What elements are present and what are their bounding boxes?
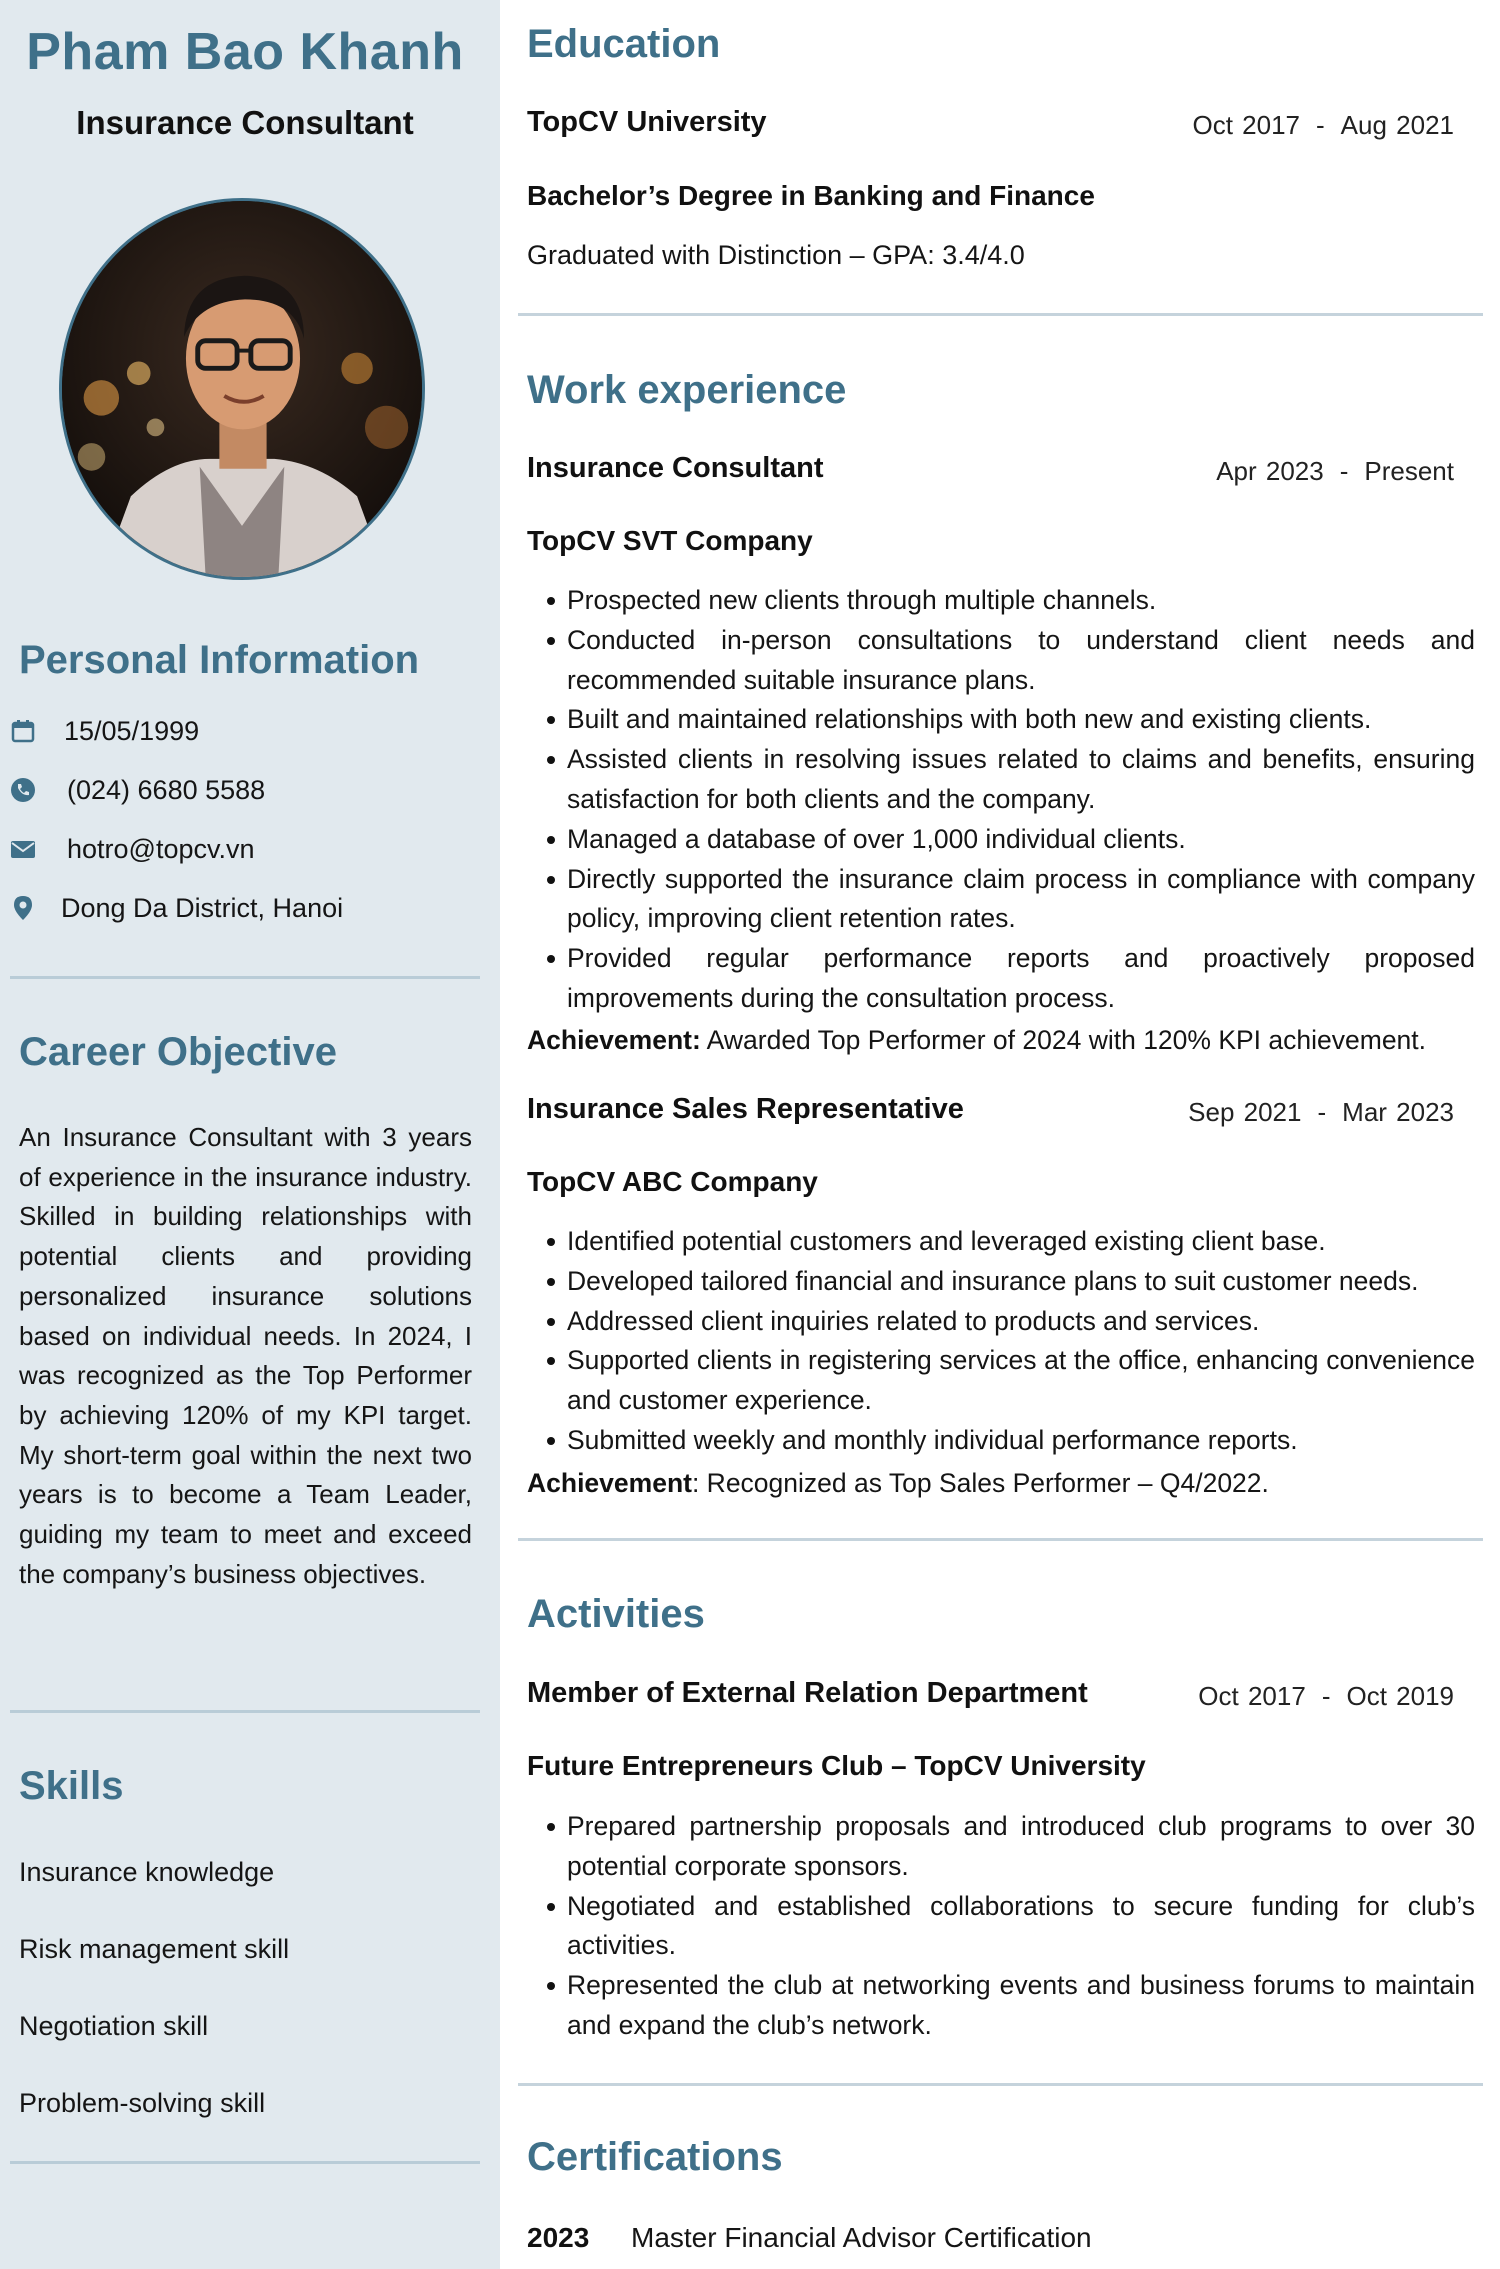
list-item: Represented the club at networking events and business forums to maintain and expand the club’s network. [527, 1966, 1475, 2046]
skill-item: Problem-solving skill [19, 2088, 266, 2118]
divider [10, 976, 480, 979]
job-role: Insurance Consultant [527, 452, 824, 484]
list-item: Supported clients in registering services at the office, enhancing convenience and customer experience. [527, 1341, 1475, 1421]
end-date: Oct 2019 [1346, 1681, 1454, 1711]
list-item: Submitted weekly and monthly individual performance reports. [527, 1421, 1475, 1461]
profile-photo [62, 201, 422, 577]
divider [10, 1710, 480, 1713]
info-email [10, 830, 480, 870]
list-item: Directly supported the insurance claim process in compliance with company policy, improving client retention rates. [527, 860, 1475, 940]
end-date: Present [1364, 456, 1454, 486]
list-item: Addressed client inquiries related to products and services. [527, 1302, 1475, 1342]
calendar-icon [10, 718, 36, 744]
activity-role: Member of External Relation Department [527, 1677, 1088, 1709]
list-item: Identified potential customers and leveraged existing client base. [527, 1222, 1475, 1262]
career-objective-heading: Career Objective [19, 1030, 337, 1074]
cert-name: Master Financial Advisor Certification [631, 2222, 1092, 2253]
list-item: Assisted clients in resolving issues related to claims and benefits, ensuring satisfaction for both clients and the company. [527, 740, 1475, 820]
info-phone [10, 771, 480, 811]
job-achievement [527, 1025, 1426, 1056]
skill-item: Negotiation skill [19, 2011, 209, 2041]
activity-dates: Oct 2017 - Oct 2019 [1198, 1681, 1454, 1711]
skill-item: Insurance knowledge [19, 1857, 275, 1887]
divider [518, 2083, 1483, 2086]
list-item: Prepared partnership proposals and introduced club programs to over 30 potential corporate sponsors. [527, 1807, 1475, 1887]
achievement-label: Achievement [527, 1468, 692, 1498]
skills-heading: Skills [19, 1764, 124, 1808]
education-heading: Education [527, 22, 721, 66]
certifications-heading: Certifications [527, 2135, 783, 2179]
company-name: TopCV SVT Company [527, 525, 813, 556]
job-dates: Sep 2021 - Mar 2023 [1188, 1097, 1454, 1127]
end-date: Mar 2023 [1342, 1097, 1454, 1127]
divider [10, 2161, 480, 2164]
avatar [59, 198, 425, 580]
degree: Bachelor’s Degree in Banking and Finance [527, 180, 1095, 211]
education-note: Graduated with Distinction – GPA: 3.4/4.0 [527, 240, 1025, 270]
job-role: Insurance Sales Representative [527, 1093, 964, 1125]
start-date: Sep 2021 [1188, 1097, 1302, 1127]
achievement-text: Awarded Top Performer of 2024 with 120% KPI achievement. [700, 1025, 1427, 1055]
job-achievement [527, 1468, 1269, 1499]
list-item: Provided regular performance reports and proactively proposed improvements during the consultation process. [527, 939, 1475, 1019]
info-birthdate [10, 712, 480, 752]
list-item: Developed tailored financial and insurance plans to suit customer needs. [527, 1262, 1475, 1302]
list-item: Built and maintained relationships with both new and existing clients. [527, 700, 1475, 740]
info-location [10, 889, 480, 929]
work-experience-heading: Work experience [527, 368, 847, 412]
job-bullets [527, 1222, 1475, 1461]
location-pin-icon [10, 895, 36, 921]
divider [518, 1538, 1483, 1541]
end-date: Aug 2021 [1340, 110, 1454, 140]
start-date: Oct 2017 [1192, 110, 1300, 140]
phone-icon [10, 777, 36, 803]
list-item: Conducted in-person consultations to understand client needs and recommended suitable insurance plans. [527, 621, 1475, 701]
sidebar [0, 0, 500, 2269]
company-name: TopCV ABC Company [527, 1166, 818, 1197]
activities-heading: Activities [527, 1592, 705, 1636]
list-item: Negotiated and established collaborations to secure funding for club’s activities. [527, 1887, 1475, 1967]
skill-item: Risk management skill [19, 1934, 290, 1964]
start-date: Apr 2023 [1216, 456, 1324, 486]
education-dates: Oct 2017 - Aug 2021 [1192, 110, 1454, 140]
career-objective-text: An Insurance Consultant with 3 years of experience in the insurance industry. Skilled in building relationships with potential clients and providing personalized insurance solutions based on individual needs. In 2024, I was recognized as the Top Performer by achieving 120% of my KPI target. My short-term goal within the next two years is to become a Team Leader, guiding my team to meet and exceed the company’s business objectives. [19, 1122, 472, 1589]
info-text: 15/05/1999 [64, 716, 200, 746]
job-dates: Apr 2023 - Present [1216, 456, 1454, 486]
info-text: hotro@topcv.vn [67, 834, 255, 864]
personal-info-heading: Personal Information [19, 638, 420, 682]
cert-year: 2023 [527, 2222, 590, 2253]
activity-bullets [527, 1807, 1475, 2046]
start-date: Oct 2017 [1198, 1681, 1306, 1711]
email-icon [10, 836, 36, 862]
candidate-name: Pham Bao Khanh [26, 23, 464, 81]
list-item: Prospected new clients through multiple channels. [527, 581, 1475, 621]
job-bullets [527, 581, 1475, 1019]
achievement-text: : Recognized as Top Sales Performer – Q4/2022. [691, 1468, 1269, 1498]
info-text: Dong Da District, Hanoi [61, 893, 344, 923]
activity-org: Future Entrepreneurs Club – TopCV University [527, 1750, 1146, 1781]
divider [518, 313, 1483, 316]
info-text: (024) 6680 5588 [67, 775, 266, 805]
school-name: TopCV University [527, 106, 767, 138]
candidate-title: Insurance Consultant [76, 104, 414, 141]
achievement-label: Achievement: [527, 1025, 701, 1055]
list-item: Managed a database of over 1,000 individual clients. [527, 820, 1475, 860]
